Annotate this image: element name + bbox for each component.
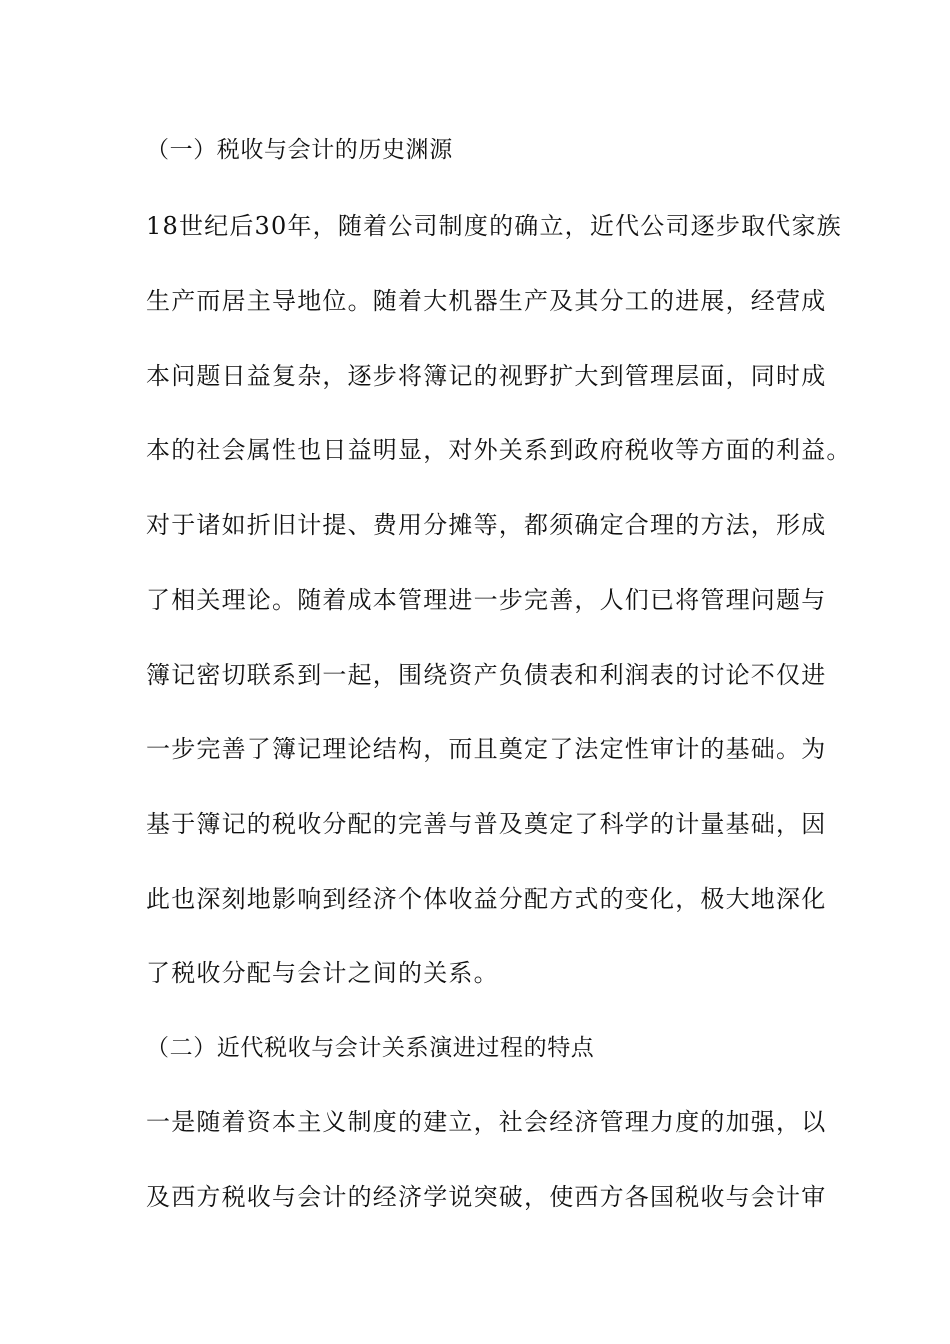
paragraph-line-13: 及西方税收与会计的经济学说突破，使西方各国税收与会计审 [146,1183,827,1211]
paragraph-line-9: 基于簿记的税收分配的完善与普及奠定了科学的计量基础，因 [146,810,827,838]
section-heading-1: （一）税收与会计的历史渊源 [146,137,453,163]
paragraph-line-10: 此也深刻地影响到经济个体收益分配方式的变化，极大地深化 [146,885,827,913]
paragraph-line-1: 18世纪后30年，随着公司制度的确立，近代公司逐步取代家族 [146,212,842,240]
paragraph-line-6: 了相关理论。随着成本管理进一步完善，人们已将管理问题与 [146,586,827,614]
paragraph-line-12: 一是随着资本主义制度的建立，社会经济管理力度的加强，以 [146,1108,827,1136]
paragraph-line-4: 本的社会属性也日益明显，对外关系到政府税收等方面的利益。 [146,436,852,464]
paragraph-line-7: 簿记密切联系到一起，围绕资产负债表和利润表的讨论不仅进 [146,661,827,689]
paragraph-line-8: 一步完善了簿记理论结构，而且奠定了法定性审计的基础。为 [146,735,827,763]
paragraph-line-3: 本问题日益复杂，逐步将簿记的视野扩大到管理层面，同时成 [146,362,827,390]
section-heading-2: （二）近代税收与会计关系演进过程的特点 [146,1035,595,1061]
paragraph-line-5: 对于诸如折旧计提、费用分摊等，都须确定合理的方法，形成 [146,511,827,539]
paragraph-line-2: 生产而居主导地位。随着大机器生产及其分工的进展，经营成 [146,287,827,315]
paragraph-line-11: 了税收分配与会计之间的关系。 [146,959,499,987]
